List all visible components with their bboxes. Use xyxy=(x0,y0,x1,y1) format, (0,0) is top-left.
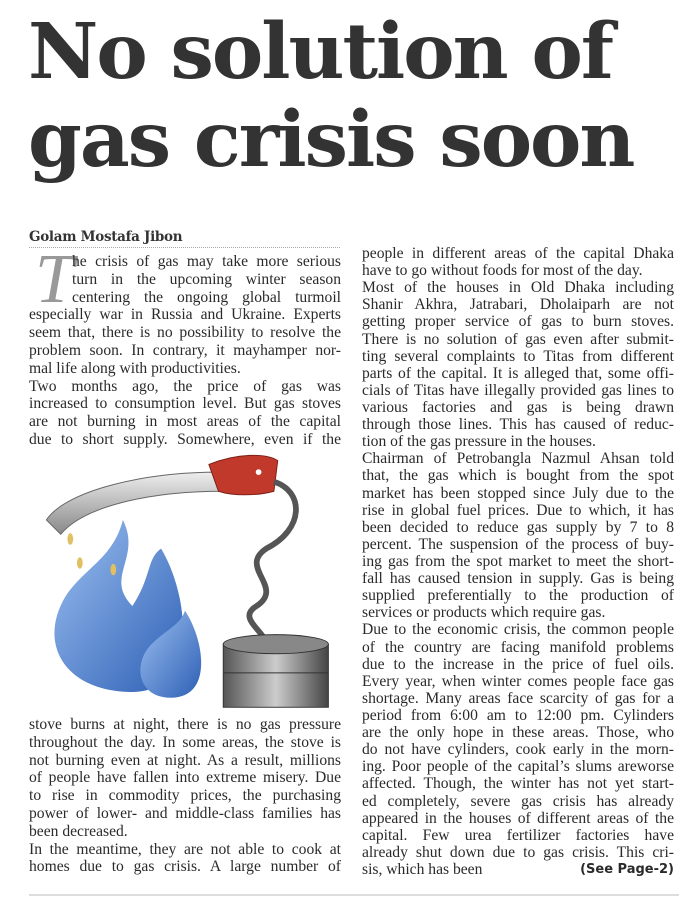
article-text-line xyxy=(362,844,674,861)
line-text: he crisis of gas may take more serious xyxy=(72,253,341,270)
article-text-line xyxy=(362,621,674,638)
headline xyxy=(28,8,688,184)
article-text-line xyxy=(29,342,341,360)
line-text: are the only hope in these areas. Those, who xyxy=(362,724,674,742)
article-text-line xyxy=(362,519,674,536)
article-text-line xyxy=(362,296,674,313)
line-text: ing. Poor people of the capital’s slums areworse xyxy=(362,758,674,776)
line-text: In the meantime, they are not able to cook at xyxy=(29,840,341,858)
article-text-line xyxy=(362,416,674,433)
article-column-left-top xyxy=(29,253,341,449)
article-text-line xyxy=(362,485,674,502)
line-text: of the country are facing manifold problems xyxy=(362,638,674,656)
line-text: mal life along with productivities. xyxy=(29,359,241,377)
line-text: stove burns at night, there is no gas pressure xyxy=(29,716,341,733)
line-text: services or products which require gas. xyxy=(362,604,606,622)
article-text-line xyxy=(362,365,674,382)
article-text-line xyxy=(362,348,674,365)
article-text-line xyxy=(362,553,674,570)
article-text-line xyxy=(29,395,341,413)
line-text: Chairman of Petrobangla Nazmul Ahsan told xyxy=(362,450,674,468)
line-text: getting proper service of gas to burn stoves. xyxy=(362,313,674,331)
line-text: have to go without foods for most of the day. xyxy=(362,262,643,280)
line-text: Two months ago, the price of gas was xyxy=(29,377,341,395)
byline: Golam Mostafa Jibon xyxy=(29,229,183,245)
article-text-line xyxy=(29,805,341,823)
article-text-line xyxy=(362,604,674,621)
article-text-line xyxy=(29,360,341,378)
hose xyxy=(249,482,296,654)
article-text-line xyxy=(29,787,341,805)
line-text: capital. Few urea fertilizer factories have xyxy=(362,826,674,844)
article-text-line xyxy=(362,382,674,399)
article-text-line xyxy=(362,793,674,810)
line-text: market has been stopped since July due to the xyxy=(362,484,674,502)
article-text-line xyxy=(29,823,341,841)
article-text-line xyxy=(29,289,341,307)
article-text-line xyxy=(362,502,674,519)
article-text-line xyxy=(362,262,674,279)
article-text-line xyxy=(29,253,341,271)
article-text-line xyxy=(362,467,674,484)
article-text-line xyxy=(29,858,341,876)
article-text-line xyxy=(362,450,674,467)
article-column-right xyxy=(362,245,674,878)
article-text-line xyxy=(362,724,674,741)
article-text-line xyxy=(29,841,341,859)
article-text-line xyxy=(29,413,341,431)
article-text-line xyxy=(362,433,674,450)
line-text: are not burning in most areas of the capital xyxy=(29,413,341,431)
nozzle-pipe xyxy=(46,472,223,534)
article-text-line xyxy=(362,279,674,296)
line-text: that, the gas which is bought from the spot xyxy=(362,467,674,485)
line-text: tion of the gas pressure in the houses. xyxy=(362,433,596,451)
page-divider xyxy=(29,894,679,896)
line-text: do not have cylinders, cook early in the morn- xyxy=(362,741,674,759)
headline-line-2: gas crisis soon xyxy=(28,95,634,185)
article-text-line xyxy=(362,656,674,673)
line-text: people in different areas of the capital Dhaka xyxy=(362,245,674,262)
article-text-line xyxy=(362,570,674,587)
article-text-line xyxy=(362,758,674,775)
line-text: various factories and gas is being drawn xyxy=(362,398,674,416)
article-text-line xyxy=(362,331,674,348)
line-text: Due to the economic crisis, the common people xyxy=(362,621,674,639)
article-text-line xyxy=(362,861,674,878)
line-text: appeared in the houses of different areas of the xyxy=(362,809,674,827)
line-text: Every year, when winter comes people face gas xyxy=(362,672,674,690)
article-text-line xyxy=(362,741,674,758)
line-text: shortage. Many areas face scarcity of gas for a xyxy=(362,689,674,707)
line-text: problem soon. In contrary, it mayhamper nor- xyxy=(29,341,341,359)
byline-divider xyxy=(29,247,340,248)
article-text-line xyxy=(362,827,674,844)
line-text: period from 6:00 am to 12:00 pm. Cylinders xyxy=(362,706,674,724)
article-text-line xyxy=(362,707,674,724)
article-text-line xyxy=(29,769,341,787)
line-text: especially war in Russia and Ukraine. Experts xyxy=(29,306,341,324)
article-text-line xyxy=(362,587,674,604)
line-text: seem that, there is no possibility to resolve the xyxy=(29,324,341,342)
line-text: already shut down due to gas crisis. This cri- xyxy=(362,843,674,861)
see-page-2-link[interactable]: (See Page-2) xyxy=(580,861,674,877)
article-text-line xyxy=(362,775,674,792)
article-text-line xyxy=(362,245,674,262)
line-text: affected. Though, the winter has not yet start- xyxy=(362,775,674,793)
article-text-line xyxy=(362,810,674,827)
article-text-line xyxy=(29,752,341,770)
line-text: fall has caused tension in supply. Gas is being xyxy=(362,570,674,588)
article-text-line xyxy=(362,639,674,656)
line-text: due to the increase in the price of fuel oils. xyxy=(362,655,674,673)
article-text-line xyxy=(29,716,341,734)
line-text: rise in global fuel prices. Due to which, it has xyxy=(362,501,674,519)
line-text: throughout the day. In some areas, the stove is xyxy=(29,733,341,751)
line-text: cials of Titas have illegally provided gas lines to xyxy=(362,381,674,399)
article-text-line xyxy=(362,399,674,416)
line-text: due to short supply. Somewhere, even if the xyxy=(29,430,341,448)
article-text-line xyxy=(29,324,341,342)
line-text: homes due to gas crisis. A large number of xyxy=(29,858,341,876)
article-text-line xyxy=(29,431,341,449)
nozzle-handle xyxy=(209,455,278,495)
article-column-left-bottom xyxy=(29,716,341,876)
line-text: Shanir Akhra, Jatrabari, Dholaiparh are not xyxy=(362,296,674,314)
line-text: to rise in commodity prices, the purchasing xyxy=(29,787,341,805)
line-text: through those lines. This has caused of reduc- xyxy=(362,416,674,434)
line-text: turn in the upcoming winter season xyxy=(72,270,341,288)
article-text-line xyxy=(29,306,341,324)
line-text: sis, which has been xyxy=(362,860,483,878)
line-text: not burning even at night. As a result, millions xyxy=(29,751,341,769)
line-text: ting several complaints to Titas from different xyxy=(362,347,674,365)
line-text: There is no solution of gas even after submit- xyxy=(362,330,674,348)
headline-line-1: No solution of xyxy=(28,7,612,97)
article-text-line xyxy=(362,690,674,707)
line-text: percent. The suspension of the process of buy- xyxy=(362,535,674,553)
line-text: been decreased. xyxy=(29,822,128,840)
gas-nozzle-flame-illustration xyxy=(20,453,350,713)
drop-cap: T xyxy=(35,241,74,318)
line-text: supplied preferentially to the production of xyxy=(362,587,674,605)
line-text: ing gas from the spot market to meet the short- xyxy=(362,552,674,570)
article-text-line xyxy=(29,734,341,752)
line-text: power of lower- and middle-class families has xyxy=(29,804,341,822)
article-text-line xyxy=(29,271,341,289)
article-text-line xyxy=(362,313,674,330)
line-text: of people have fallen into extreme misery. Due xyxy=(29,769,341,787)
line-text: increased to consumption level. But gas stoves xyxy=(29,395,341,413)
oil-drum-icon xyxy=(223,635,328,708)
line-text: been decided to reduce gas supply by 7 to 8 xyxy=(362,518,674,536)
line-text: centering the ongoing global turmoil xyxy=(72,288,341,306)
line-text: Most of the houses in Old Dhaka including xyxy=(362,279,674,297)
article-text-line xyxy=(29,378,341,396)
line-text: parts of the capital. It is alleged that, some offi- xyxy=(362,364,674,382)
line-text: ed completely, severe gas crisis has already xyxy=(362,792,674,810)
article-text-line xyxy=(362,673,674,690)
article-text-line xyxy=(362,536,674,553)
